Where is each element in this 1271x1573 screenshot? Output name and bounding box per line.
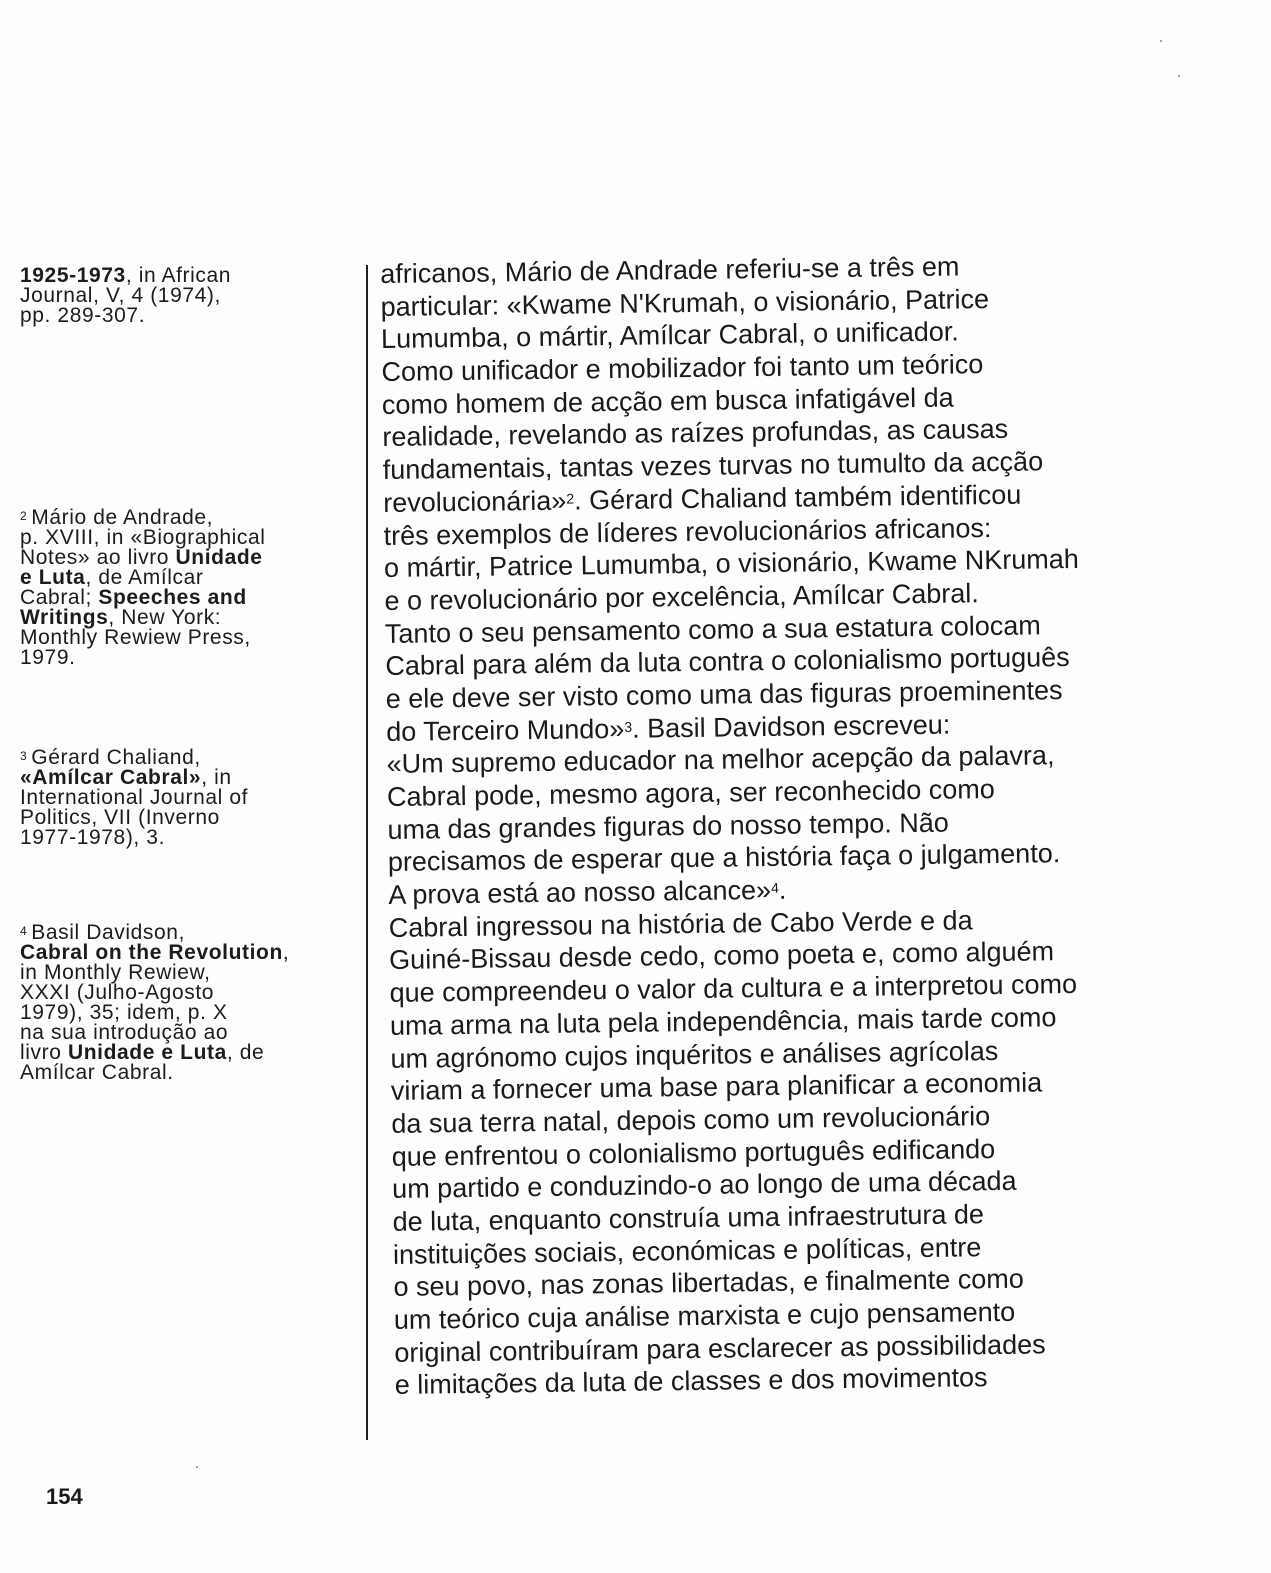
footnote-text: Notes» ao livro bbox=[20, 546, 176, 569]
footnote-text: , de bbox=[226, 1041, 265, 1064]
body-line-text: que compreendeu o valor da cultura e a interpretou como bbox=[389, 969, 1078, 1009]
body-line-text: um teórico cuja análise marxista e cujo pensamento bbox=[393, 1296, 1016, 1335]
body-line-text: Guiné-Bissau desde cedo, como poeta e, como alguém bbox=[388, 936, 1055, 976]
footnote-line bbox=[20, 963, 360, 983]
footnote-line bbox=[20, 923, 360, 943]
footnote-line bbox=[20, 528, 360, 548]
footnote-line bbox=[20, 286, 360, 306]
body-line-text: precisamos de esperar que a história faça o julgamento. bbox=[387, 838, 1061, 878]
footnote-2 bbox=[20, 508, 360, 668]
body-line-text: revolucionária» bbox=[383, 485, 567, 518]
body-line-text: Lumumba, o mártir, Amílcar Cabral, o unificador. bbox=[380, 316, 959, 355]
footnote-text: 1979), 35; idem, p. X bbox=[20, 1001, 228, 1024]
body-line-text: uma das grandes figuras do nosso tempo. Não bbox=[387, 807, 949, 845]
footnote-4 bbox=[20, 923, 360, 1083]
footnote-line bbox=[20, 548, 360, 568]
footnote-line bbox=[20, 748, 360, 768]
body-line-text: A prova está ao nosso alcance» bbox=[388, 874, 772, 911]
footnote-text: , de Amílcar bbox=[85, 566, 204, 589]
footnote-text: na sua introdução ao bbox=[20, 1021, 229, 1044]
footnote-line bbox=[20, 1023, 360, 1043]
footnote-title-text: «Amílcar Cabral» bbox=[20, 766, 202, 789]
body-line-text: particular: «Kwame N'Krumah, o visionário, Patrice bbox=[380, 283, 990, 322]
body-line-text: de luta, enquanto construía uma infraestrutura de bbox=[392, 1199, 985, 1237]
footnote-title-text: Writings bbox=[20, 606, 109, 629]
body-line-text: e o revolucionário por excelência, Amílcar Cabral. bbox=[384, 578, 979, 616]
footnote-line bbox=[20, 588, 360, 608]
body-line-text: . Basil Davidson escreveu: bbox=[631, 709, 951, 744]
body-line-text: instituições sociais, económicas e políticas, entre bbox=[392, 1231, 982, 1270]
footnote-continuation bbox=[20, 266, 360, 326]
footnote-text: XXXI (Julho-Agosto bbox=[20, 981, 215, 1004]
footnote-line bbox=[20, 508, 360, 528]
body-line-text: um partido e conduzindo-o ao longo de uma década bbox=[391, 1165, 1017, 1205]
body-line-text: «Um supremo educador na melhor acepção da palavra, bbox=[386, 740, 1055, 780]
footnote-line bbox=[20, 983, 360, 1003]
body-line-text: viriam a fornecer uma base para planificar a economia bbox=[390, 1067, 1043, 1107]
body-line-text: africanos, Mário de Andrade referiu-se a três em bbox=[380, 251, 960, 289]
footnote-text: , bbox=[282, 941, 290, 964]
footnote-text: pp. 289-307. bbox=[20, 304, 146, 327]
footnote-line bbox=[20, 648, 360, 668]
footnote-text: 1979. bbox=[20, 646, 76, 669]
body-line-text: que enfrentou o colonialismo português edificando bbox=[391, 1133, 996, 1172]
footnote-line bbox=[20, 266, 360, 286]
footnote-text: Amílcar Cabral. bbox=[20, 1061, 174, 1084]
footnote-3 bbox=[20, 748, 360, 848]
body-line-text: três exemplos de líderes revolucionários africanos: bbox=[383, 512, 992, 551]
column-divider-rule bbox=[366, 265, 368, 1440]
body-line-text: Tanto o seu pensamento como a sua estatura colocam bbox=[384, 609, 1041, 649]
footnote-line bbox=[20, 1043, 360, 1063]
footnote-text: , New York: bbox=[108, 606, 222, 629]
scan-speck bbox=[1178, 75, 1180, 77]
footnote-title-text: Unidade e Luta bbox=[67, 1041, 227, 1064]
footnote-line bbox=[20, 828, 360, 848]
footnote-line bbox=[20, 306, 360, 326]
body-line-text: do Terceiro Mundo» bbox=[386, 713, 625, 747]
footnote-line bbox=[20, 1003, 360, 1023]
body-line-text: o seu povo, nas zonas libertadas, e finalmente como bbox=[393, 1263, 1024, 1303]
body-line-text: Cabral para além da luta contra o colonialismo português bbox=[385, 642, 1070, 682]
footnote-text: Cabral; bbox=[20, 586, 99, 609]
footnote-reference: 2 bbox=[566, 490, 575, 507]
scan-speck bbox=[1160, 40, 1162, 42]
footnote-text: Basil Davidson, bbox=[31, 921, 186, 944]
footnote-marker: 4 bbox=[20, 924, 28, 938]
footnote-line bbox=[20, 943, 360, 963]
footnote-reference: 4 bbox=[770, 879, 779, 896]
body-line-text: Como unificador e mobilizador foi tanto um teórico bbox=[381, 349, 984, 388]
footnote-text: Mário de Andrade, bbox=[31, 506, 214, 529]
footnote-text: livro bbox=[20, 1041, 68, 1064]
footnote-marker: 2 bbox=[20, 509, 28, 523]
footnote-text: Journal, V, 4 (1974), bbox=[20, 284, 221, 307]
footnote-text: p. XVIII, in «Biographical bbox=[20, 526, 266, 549]
footnote-title-text: Speeches and bbox=[98, 586, 247, 609]
body-line-text: original contribuíram para esclarecer as possibilidades bbox=[394, 1329, 1046, 1368]
footnote-title-text: Unidade bbox=[175, 546, 263, 569]
footnote-text: , in African bbox=[125, 264, 232, 287]
body-line-text: como homem de acção em busca infatigável da bbox=[381, 382, 954, 420]
footnote-reference: 3 bbox=[624, 718, 633, 735]
footnote-title-text: 1925-1973 bbox=[20, 264, 126, 287]
body-line-text: fundamentais, tantas vezes turvas no tumulto da acção bbox=[382, 446, 1044, 486]
body-line-text: Cabral pode, mesmo agora, ser reconhecido como bbox=[386, 773, 996, 812]
footnote-text: Gérard Chaliand, bbox=[31, 746, 201, 769]
footnote-line bbox=[20, 568, 360, 588]
footnote-line bbox=[20, 1063, 360, 1083]
body-line-text: e limitações da luta de classes e dos movimentos bbox=[394, 1362, 988, 1401]
body-line-text: realidade, revelando as raízes profundas, as causas bbox=[382, 414, 1009, 453]
page-number: 154 bbox=[46, 1484, 83, 1509]
footnote-title-text: Cabral on the Revolution bbox=[20, 941, 283, 964]
footnote-line bbox=[20, 808, 360, 828]
footnote-text: in Monthly Rewiew, bbox=[20, 961, 211, 984]
body-line-text: um agrónomo cujos inquéritos e análises agrícolas bbox=[390, 1035, 999, 1074]
body-line-text: uma arma na luta pela independência, mais tarde como bbox=[389, 1002, 1057, 1041]
body-line-text: Cabral ingressou na história de Cabo Verde e da bbox=[388, 905, 973, 943]
body-line-text: . Gérard Chaliand também identificou bbox=[573, 479, 1022, 516]
footnote-title-text: e Luta bbox=[20, 566, 86, 589]
footnote-line bbox=[20, 768, 360, 788]
footnote-text: Politics, VII (Inverno bbox=[20, 806, 220, 829]
footnote-line bbox=[20, 788, 360, 808]
body-line-text: . bbox=[778, 874, 787, 905]
body-line-text: e ele deve ser visto como uma das figuras proeminentes bbox=[385, 675, 1063, 714]
body-text bbox=[380, 247, 1255, 1402]
footnote-text: International Journal of bbox=[20, 786, 249, 809]
body-line-text: o mártir, Patrice Lumumba, o visionário, Kwame NKrumah bbox=[383, 544, 1079, 584]
footnote-text: , in bbox=[201, 766, 232, 789]
footnote-marker: 3 bbox=[20, 749, 28, 763]
footnote-text: Monthly Rewiew Press, bbox=[20, 626, 251, 649]
body-line-text: da sua terra natal, depois como um revolucionário bbox=[391, 1100, 991, 1139]
footnote-line bbox=[20, 628, 360, 648]
scan-speck bbox=[196, 1466, 198, 1468]
footnote-line bbox=[20, 608, 360, 628]
footnote-text: 1977-1978), 3. bbox=[20, 826, 166, 849]
